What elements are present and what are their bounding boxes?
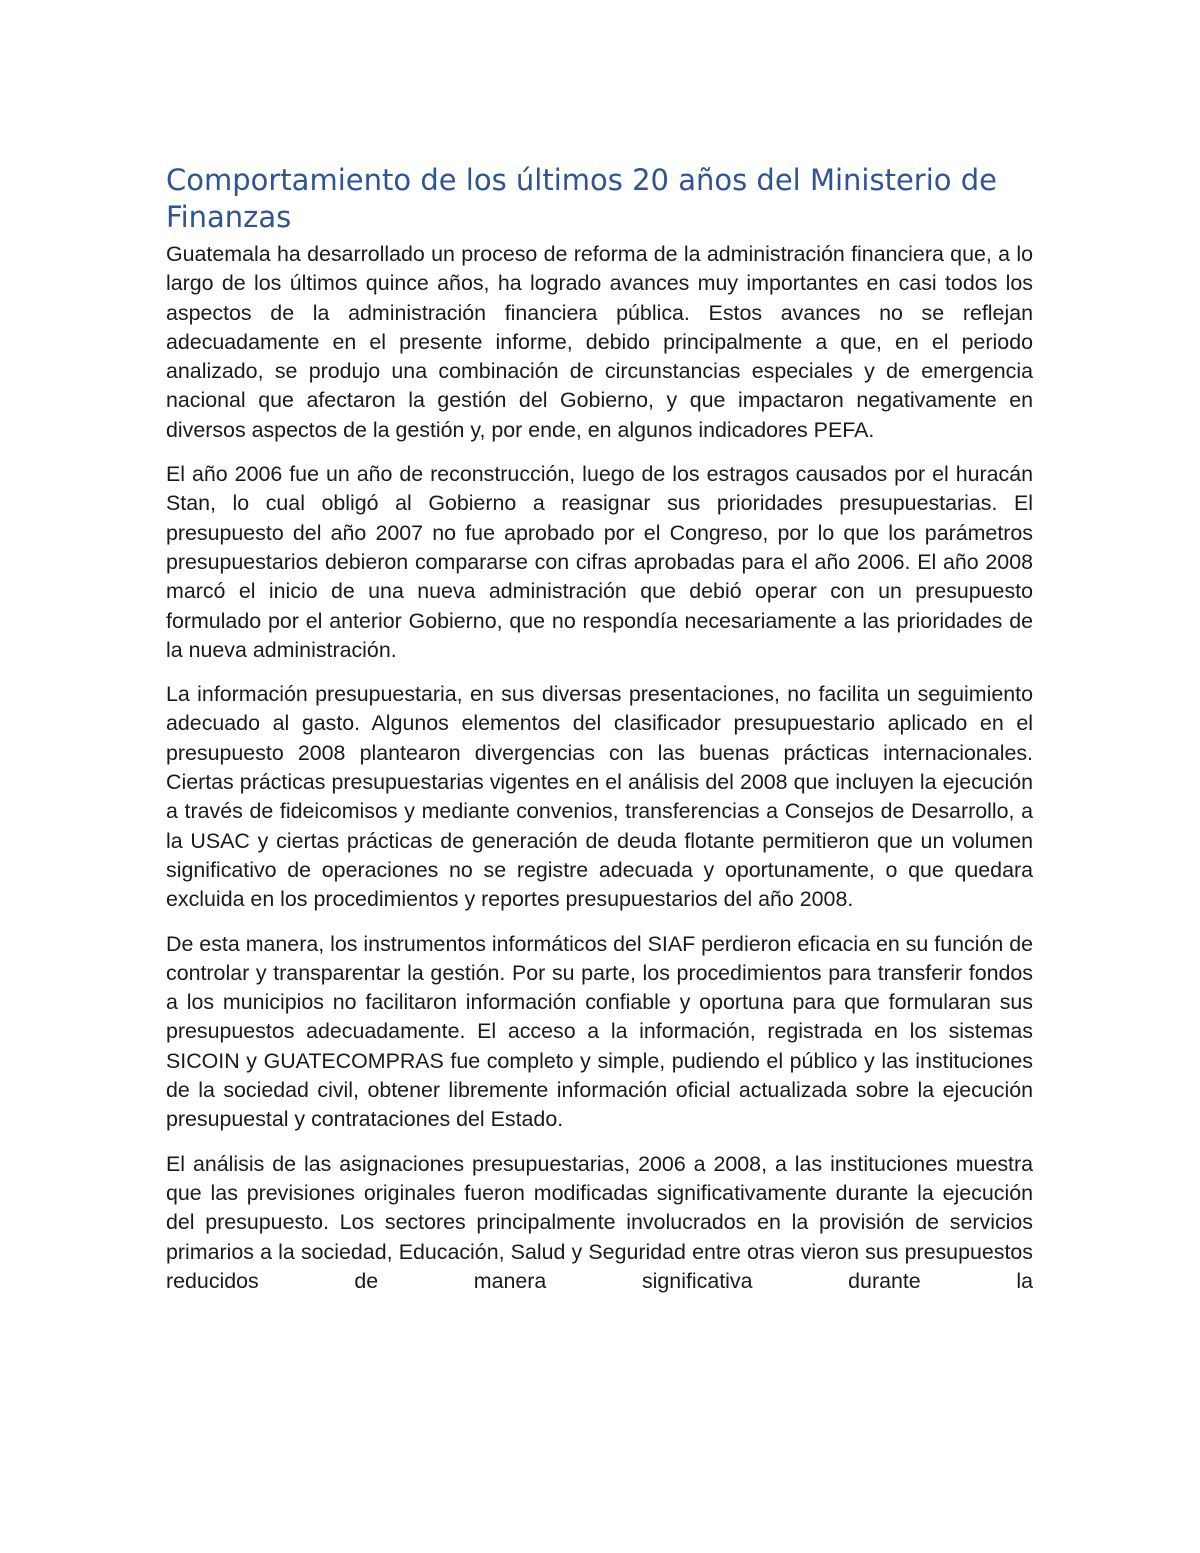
paragraph-reform-overview: Guatemala ha desarrollado un proceso de reforma de la administración financiera que, a lo largo de los últimos quince años, ha logrado avances muy importantes en casi todos los aspectos de la administración financiera pública. Estos avances no se reflejan adecuadamente en el presente informe, debido principalmente a que, en el periodo analizado, se produjo una combinación de circunstancias especiales y de emergencia nacional que afectaron la gestión del Gobierno, y que impactaron negativamente en diversos aspectos de la gestión y, por ende, en algunos indicadores PEFA. [166,242,1033,442]
section-heading: Comportamiento de los últimos 20 años del Ministerio de Finanzas [166,163,997,234]
paragraph-reconstruction-2006: El año 2006 fue un año de reconstrucción, luego de los estragos causados por el huracán Stan, lo cual obligó al Gobierno a reasignar sus prioridades presupuestarias. El presupuesto del año 2007 no fue aprobado por el Congreso, por lo que los parámetros presupuestarios debieron compararse con cifras aprobadas para el año 2006. El año 2008 marcó el inicio de una nueva administración que debió operar con un presupuesto formulado por el anterior Gobierno, que no respondía necesariamente a las prioridades de la nueva administración. [166,462,1033,662]
document-body [166,162,1033,1311]
paragraph-budget-information: La información presupuestaria, en sus diversas presentaciones, no facilita un seguimiento adecuado al gasto. Algunos elementos del clasificador presupuestario aplicado en el presupuesto 2008 plantearon divergencias con las buenas prácticas internacionales. Ciertas prácticas presupuestarias vigentes en el análisis del 2008 que incluyen la ejecución a través de fideicomisos y mediante convenios, transferencias a Consejos de Desarrollo, a la USAC y ciertas prácticas de generación de deuda flotante permitieron que un volumen significativo de operaciones no se registre adecuada y oportunamente, o que quedara excluida en los procedimientos y reportes presupuestarios del año 2008. [166,682,1033,912]
paragraph-budget-allocations: El análisis de las asignaciones presupuestarias, 2006 a 2008, a las instituciones muestra que las previsiones originales fueron modificadas significativamente durante la ejecución del presupuesto. Los sectores principalmente involucrados en la provisión de servicios primarios a la sociedad, Educación, Salud y Seguridad entre otras vieron sus presupuestos reducidos de manera significativa durante la [166,1151,1033,1293]
paragraph-siaf-instruments: De esta manera, los instrumentos informáticos del SIAF perdieron eficacia en su función de controlar y transparentar la gestión. Por su parte, los procedimientos para transferir fondos a los municipios no facilitaron información confiable y oportuna para que formularan sus presupuestos adecuadamente. El acceso a la información, registrada en los sistemas SICOIN y GUATECOMPRAS fue completo y simple, pudiendo el público y las instituciones de la sociedad civil, obtener libremente información oficial actualizada sobre la ejecución presupuestal y contrataciones del Estado. [166,931,1033,1132]
